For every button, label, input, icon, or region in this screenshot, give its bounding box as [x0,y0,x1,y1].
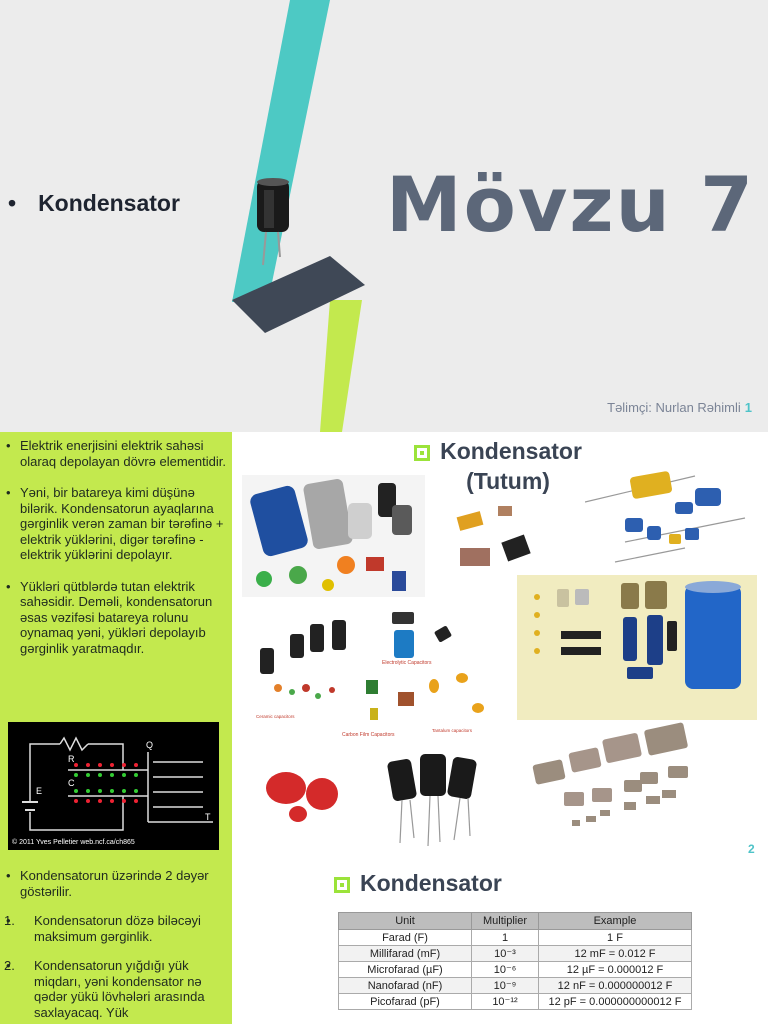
heading-text: Kondensator [360,870,502,896]
table-row [339,930,692,946]
label-c: C [68,778,75,788]
table-cell: 10⁻¹² [472,994,539,1010]
topic-bullet: • Kondensator [8,190,180,216]
author-line [607,400,752,415]
smd-capacitors-photo [452,494,532,584]
table-cell: Farad (F) [339,930,472,946]
table-cell: Millifarad (mF) [339,946,472,962]
list-item: • Kondensatorun üzərində 2 dəyər göstərilir. [0,868,228,899]
item-number: • 2. [4,958,15,973]
table-cell: 10⁻⁹ [472,978,539,994]
page-number: 2 [748,842,755,856]
list-item [0,958,228,1020]
values-slide [0,864,768,1024]
table-cell: 1 F [539,930,692,946]
table-cell: 10⁻³ [472,946,539,962]
item-text: Kondensatorun yığdığı yük miqdarı, yəni kondensator nə qədər yükü lövhələri arasında saxlayacaq. Yük [34,958,205,1020]
label-tantalum: Tantalum capacitors [432,728,473,733]
image-credit: © 2011 Yves Pelletier web.ncf.ca/ch865 [12,839,135,846]
table-cell: 12 µF = 0.000012 F [539,962,692,978]
table-row [339,978,692,994]
list-item: • Yəni, bir batareya kimi düşünə bilərik. Kondensatorun ayaqlarına gərginlik verən zaman bir tərəfinə + elektrik yüklərini, digər tərəfinə - elektrik yüklərini depolayır. [0,485,228,563]
table-cell: 12 pF = 0.000000000012 F [539,994,692,1010]
values-list [0,868,228,1024]
table-row [339,946,692,962]
red-capacitors-photo [258,754,353,834]
black-electrolytic-photo [380,748,480,848]
lime-stripe [320,300,362,432]
author-name: Təlimçi: Nurlan Rəhimli [607,400,741,415]
table-cell: 1 [472,930,539,946]
slide-title: Mövzu 7 [386,160,756,249]
table-cell: Microfarad (µF) [339,962,472,978]
table-cell: 12 mF = 0.012 F [539,946,692,962]
capacitor-slide [0,432,768,864]
capacitor-types-photo [252,604,497,742]
list-item [0,913,228,944]
list-item: • Yükləri qütblərdə tutan elektrik sahəsidir. Deməli, kondensatorun əsas vəzifəsi batareya rolunu oynamaq yəni, yükləri depolayıb gərginlik yaratmaqdır. [0,579,228,657]
circuit-drawing [8,722,219,850]
table-cell: 10⁻⁶ [472,962,539,978]
bullet-square-icon [414,445,430,461]
table-cell: 12 nF = 0.000000012 F [539,978,692,994]
table-header-row [339,913,692,930]
capacitor-image [250,175,300,267]
heading-line2: (Tutum) [466,468,550,494]
item-text: Kondensatorun dözə biləcəyi maksimum gərginlik. [34,913,201,944]
bullet-square-icon [334,877,350,893]
electrolytic-set-photo [517,575,757,720]
film-capacitors-photo [585,462,755,582]
table-row [339,962,692,978]
heading-line1: Kondensator [440,438,582,464]
capacitors-photo [242,475,425,597]
page-number: 1 [744,400,752,415]
table-cell: Nanofarad (nF) [339,978,472,994]
table-header: Unit [339,913,472,930]
item-number: • 1. [4,913,15,928]
units-table [338,912,692,1010]
table-cell: Picofarad (pF) [339,994,472,1010]
label-carbon: Carbon Film Capacitors [342,732,395,738]
label-r: R [68,754,75,764]
table-header: Multiplier [472,913,539,930]
topic-bullet-text: Kondensator [38,190,180,216]
smd-ceramic-photo [528,720,708,840]
list-item: • Elektrik enerjisini elektrik sahəsi olaraq depolayan dövrə elementidir. [0,438,228,469]
label-electrolytic: Electrolytic Capacitors [382,660,432,666]
label-ceramic: Ceramic capacitors [256,714,295,719]
label-q: Q [146,740,154,750]
bullet-list [0,438,228,672]
label-e: E [36,786,43,796]
label-t: T [205,812,211,822]
title-slide [0,0,768,432]
slide3-heading [334,868,502,898]
table-row [339,994,692,1010]
circuit-diagram [8,722,219,850]
table-header: Example [539,913,692,930]
